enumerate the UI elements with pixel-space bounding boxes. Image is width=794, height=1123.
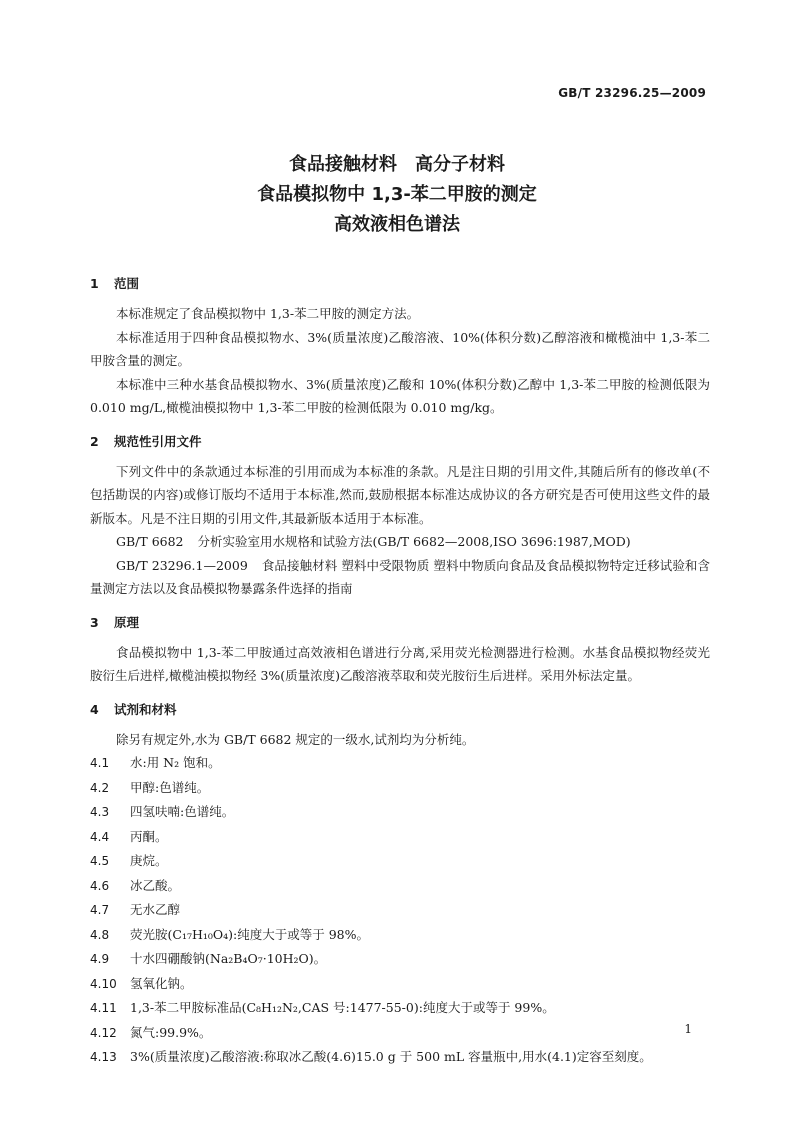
list-item: [90, 800, 710, 825]
title-part-a: 食品接触材料: [289, 154, 397, 175]
section-1-heading: [90, 274, 710, 294]
item-text: 甲醇:色谱纯。: [130, 779, 210, 795]
list-item: [90, 972, 710, 997]
reference-code: GB/T 6682: [116, 534, 184, 549]
title-line-1: [0, 150, 794, 180]
reagent-list: [90, 751, 710, 1070]
section-number: 3: [90, 614, 99, 630]
document-body: [90, 274, 710, 1070]
document-title: [0, 150, 794, 240]
list-item: [90, 825, 710, 850]
paragraph: 食品模拟物中 1,3-苯二甲胺通过高效液相色谱进行分离,采用荧光检测器进行检测。水基食品模拟物经荧光胺衍生后进样,橄榄油模拟物经 3%(质量浓度)乙酸溶液萃取和荧光胺衍生后进样。采用外标法定量。: [90, 644, 710, 683]
title-line-3: 高效液相色谱法: [334, 214, 460, 235]
paragraph: 除另有规定外,水为 GB/T 6682 规定的一级水,试剂均为分析纯。: [116, 731, 475, 747]
paragraph: 本标准适用于四种食品模拟物水、3%(质量浓度)乙酸溶液、10%(体积分数)乙醇溶液和橄榄油中 1,3-苯二甲胺含量的测定。: [90, 329, 710, 368]
item-text: 无水乙醇: [130, 902, 181, 917]
section-3-heading: [90, 613, 710, 633]
standard-number: GB/T 23296.25—2009: [558, 86, 706, 100]
item-number: 4.13: [90, 1050, 117, 1064]
paragraph: 下列文件中的条款通过本标准的引用而成为本标准的条款。凡是注日期的引用文件,其随后所有的修改单(不包括勘误的内容)或修订版均不适用于本标准,然而,鼓励根据本标准达成协议的各方研究是否可使用这些文件的最新版本。凡是不注日期的引用文件,其最新版本适用于本标准。: [90, 463, 710, 526]
item-text: 冰乙酸。: [130, 877, 181, 893]
reference-title: 分析实验室用水规格和试验方法(GB/T 6682—2008,ISO 3696:1987,MOD): [197, 534, 631, 549]
item-text: 四氢呋喃:色谱纯。: [130, 804, 235, 819]
paragraph: 本标准规定了食品模拟物中 1,3-苯二甲胺的测定方法。: [116, 306, 420, 321]
list-item: [90, 776, 710, 801]
item-number: 4.8: [90, 927, 110, 942]
list-item: [90, 947, 710, 972]
list-item: [90, 996, 710, 1021]
section-4-heading: [90, 700, 710, 720]
section-title: 原理: [114, 614, 140, 630]
item-text: 丙酮。: [130, 828, 168, 844]
list-item: [90, 898, 710, 923]
list-item: [90, 923, 710, 948]
item-text: 氢氧化钠。: [130, 975, 193, 991]
item-text: 荧光胺(C₁₇H₁₀O₄):纯度大于或等于 98%。: [130, 926, 369, 942]
item-text: 氮气:99.9%。: [130, 1024, 212, 1040]
reference-code: GB/T 23296.1—2009: [116, 557, 248, 573]
section-number: 1: [90, 276, 99, 291]
list-item: [90, 1045, 710, 1070]
title-line-2: 食品模拟物中 1,3-苯二甲胺的测定: [257, 184, 537, 205]
item-number: 4.6: [90, 878, 110, 893]
item-text: 水:用 N₂ 饱和。: [130, 755, 221, 770]
list-item: [90, 751, 710, 776]
section-number: 2: [90, 433, 99, 449]
item-number: 4.2: [90, 780, 110, 795]
section-2-heading: [90, 432, 710, 452]
item-number: 4.4: [90, 829, 110, 844]
item-number: 4.9: [90, 952, 110, 966]
title-part-b: 高分子材料: [415, 154, 505, 175]
item-text: 3%(质量浓度)乙酸溶液:称取冰乙酸(4.6)15.0 g 于 500 mL 容量瓶中,用水(4.1)定容至刻度。: [130, 1049, 652, 1064]
item-number: 4.12: [90, 1025, 117, 1040]
item-text: 1,3-苯二甲胺标准品(C₈H₁₂N₂,CAS 号:1477-55-0):纯度大于或等于 99%。: [130, 1000, 555, 1015]
item-number: 4.11: [90, 1001, 117, 1015]
section-title: 范围: [114, 276, 140, 291]
item-text: 庚烷。: [130, 853, 168, 868]
item-number: 4.10: [90, 976, 117, 991]
item-number: 4.1: [90, 756, 110, 770]
section-title: 规范性引用文件: [114, 433, 202, 449]
list-item: [90, 849, 710, 874]
list-item: [90, 874, 710, 899]
page-number: 1: [684, 1022, 692, 1036]
normative-reference: [90, 530, 710, 554]
normative-reference: [90, 554, 710, 601]
item-number: 4.7: [90, 903, 110, 917]
list-item: [90, 1021, 710, 1046]
item-number: 4.5: [90, 854, 110, 868]
section-title: 试剂和材料: [114, 701, 177, 717]
reference-title: 食品接触材料 塑料中受限物质 塑料中物质向食品及食品模拟物特定迁移试验和含量测定方法以及食品模拟物暴露条件选择的指南: [90, 557, 710, 596]
paragraph: 本标准中三种水基食品模拟物水、3%(质量浓度)乙酸和 10%(体积分数)乙醇中 1,3-苯二甲胺的检测低限为 0.010 mg/L,橄榄油模拟物中 1,3-苯二甲胺的检测低限为 0.010 mg/kg。: [90, 376, 710, 415]
section-number: 4: [90, 701, 99, 717]
item-number: 4.3: [90, 805, 110, 819]
item-text: 十水四硼酸钠(Na₂B₄O₇·10H₂O)。: [130, 951, 327, 966]
